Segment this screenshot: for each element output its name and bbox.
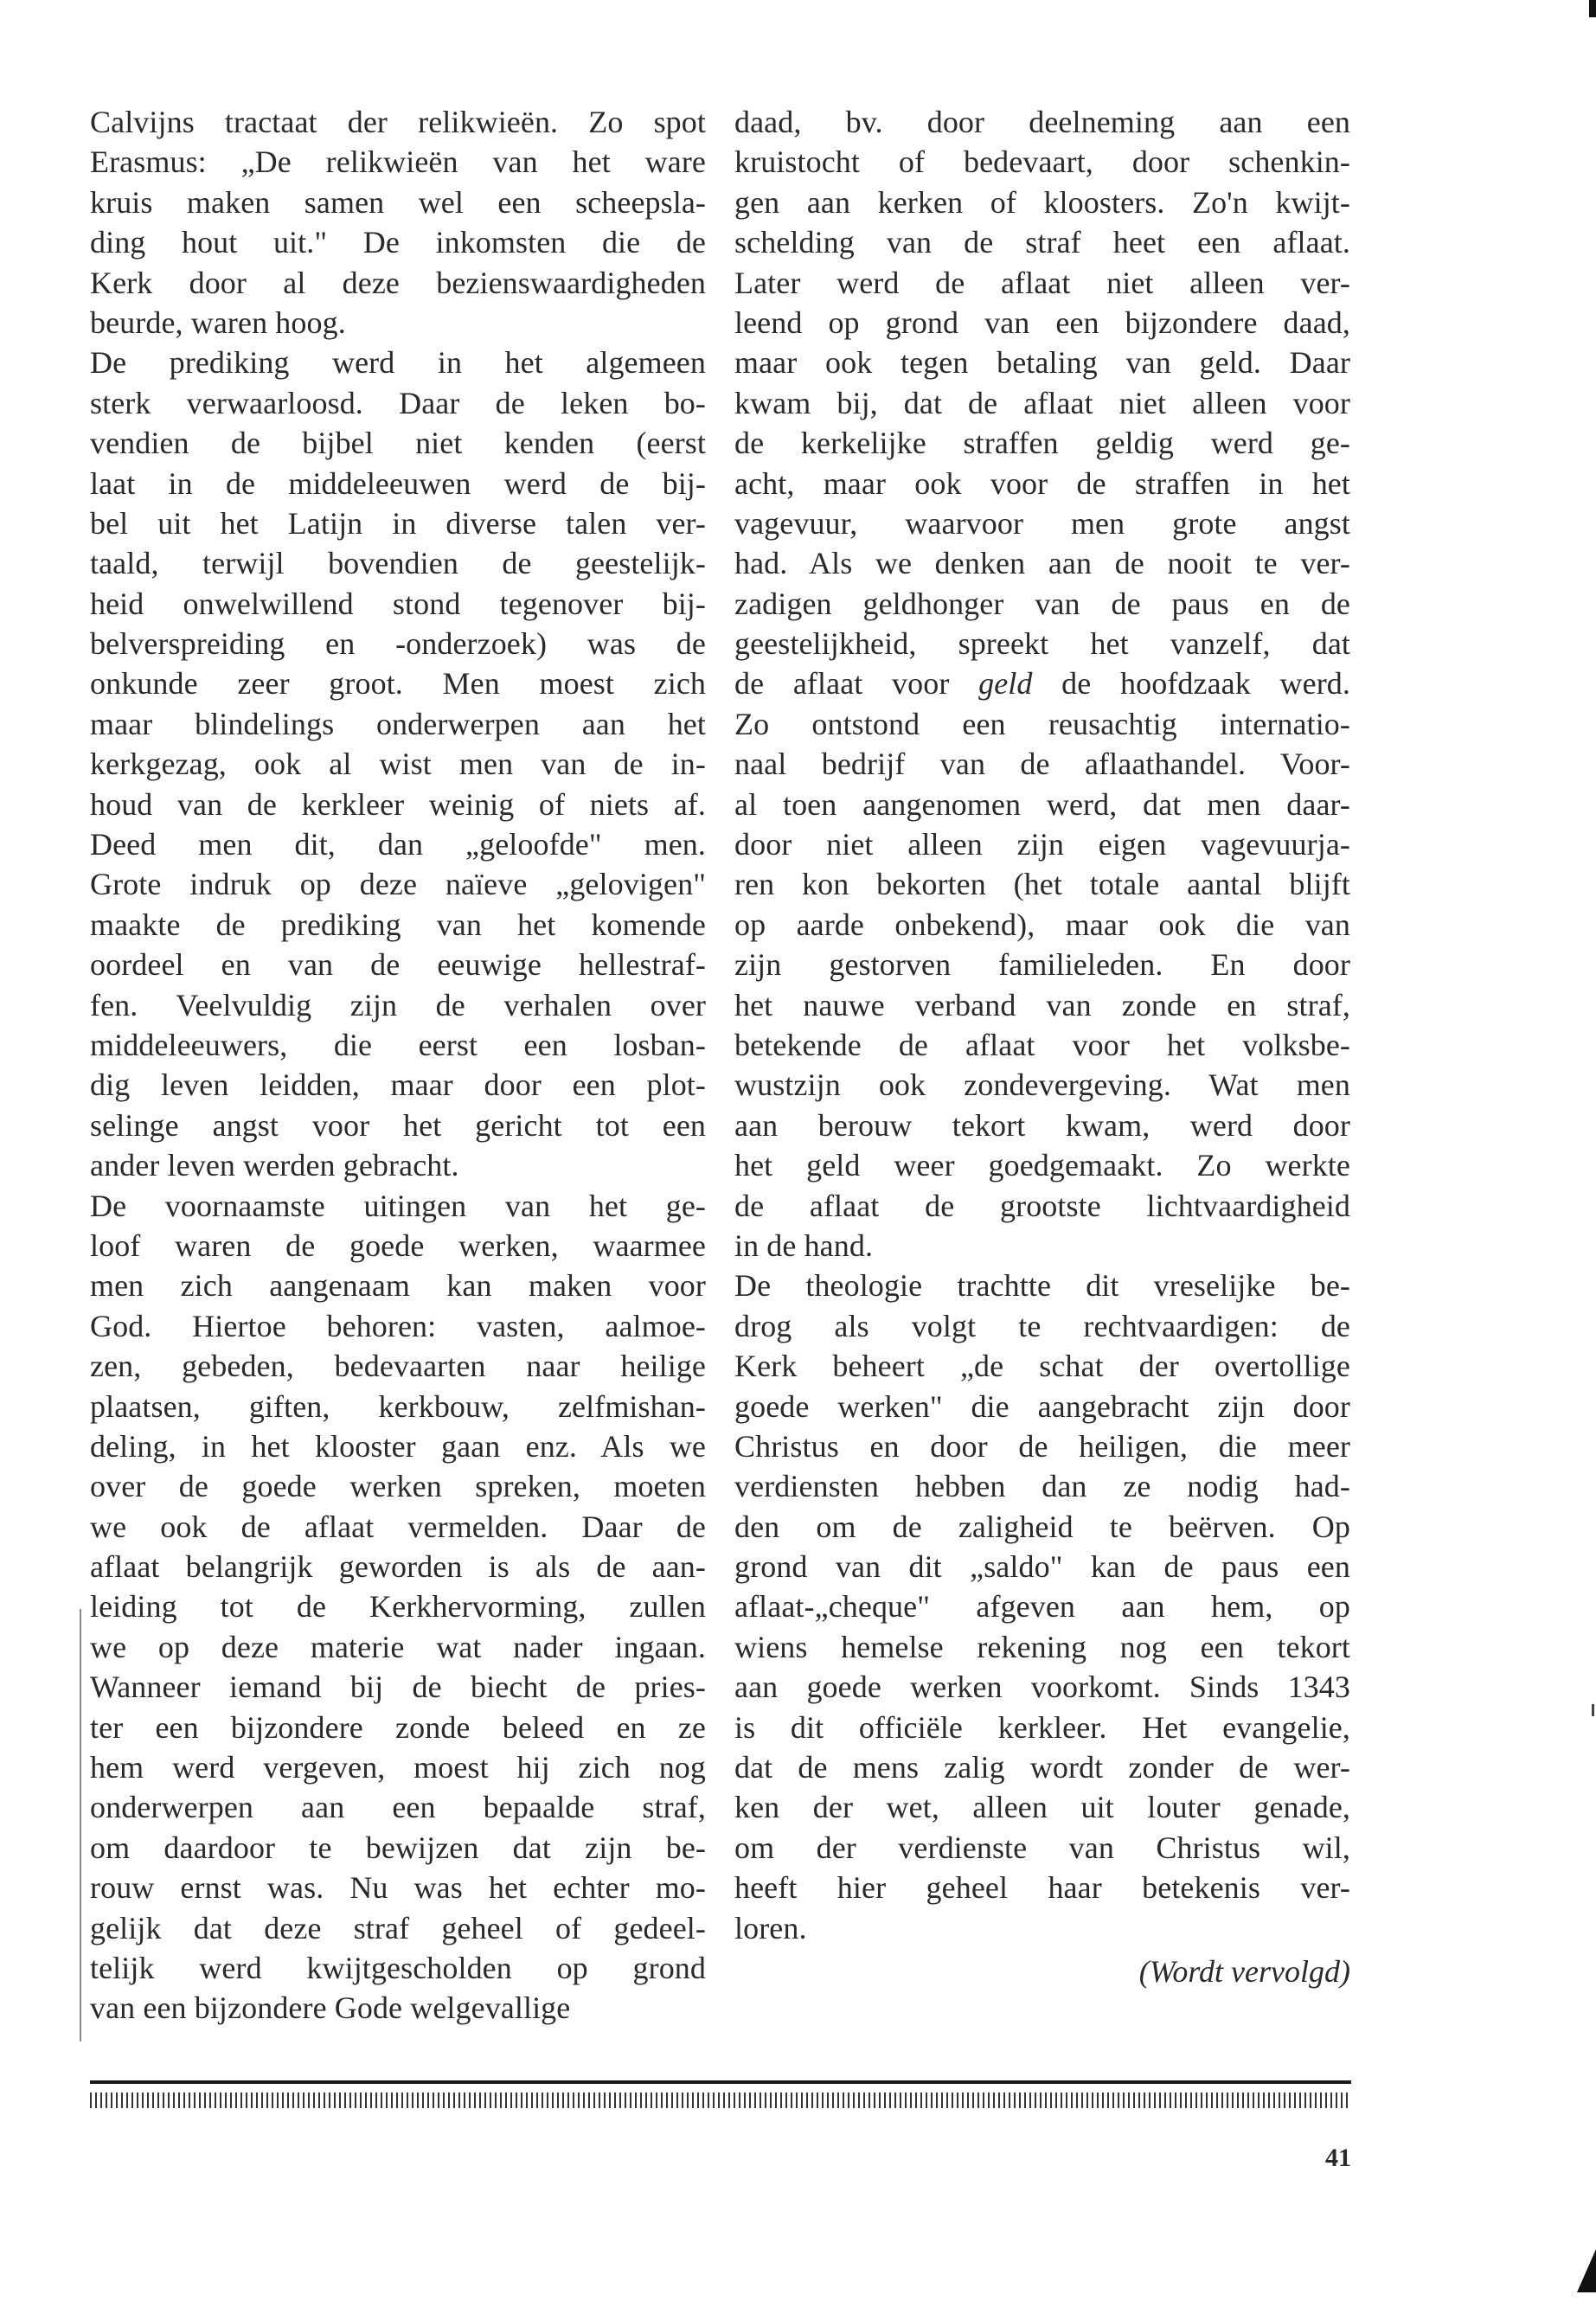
text-line: grond van dit „saldo" kan de paus een: [734, 1549, 1350, 1585]
text-line: vendien de bijbel niet kenden (eerst: [90, 426, 706, 461]
text-line: heeft hier geheel haar betekenis ver-: [734, 1870, 1350, 1906]
text-line: aflaat belangrijk geworden is als de aan-: [90, 1549, 706, 1585]
text-line: acht, maar ook voor de straffen in het: [734, 465, 1350, 501]
text-line: al toen aangenomen werd, dat men daar-: [734, 786, 1350, 822]
text-line: door niet alleen zijn eigen vagevuurja-: [734, 827, 1350, 862]
text-line: leend op grond van een bijzondere daad,: [734, 304, 1350, 340]
text-line: Christus en door de heiligen, die meer: [734, 1428, 1350, 1464]
footer-hatch-border: [90, 2093, 1351, 2108]
text-line: de kerkelijke straffen geldig werd ge-: [734, 426, 1350, 461]
text-line: Grote indruk op deze naïeve „gelovigen": [90, 867, 706, 902]
text-line: verdiensten hebben dan ze nodig had-: [734, 1469, 1350, 1504]
text-line: Zo ontstond een reusachtig internatio-: [734, 706, 1350, 741]
text-line: belverspreiding en -onderzoek) was de: [90, 626, 706, 662]
text-line: plaatsen, giften, kerkbouw, zelfmishan-: [90, 1388, 706, 1424]
margin-line: [80, 1609, 81, 2041]
text-line: sterk verwaarloosd. Daar de leken bo-: [90, 385, 706, 420]
text-line: op aarde onbekend), maar ook die van: [734, 907, 1350, 942]
text-line: we op deze materie wat nader ingaan.: [90, 1629, 706, 1664]
text-line: in de hand.: [734, 1227, 874, 1263]
text-line: wustzijn ook zondevergeving. Wat men: [734, 1067, 1350, 1103]
text-line: loof waren de goede werken, waarmee: [90, 1227, 706, 1263]
text-line: aan goede werken voorkomt. Sinds 1343: [734, 1670, 1350, 1705]
text-line: Calvijns tractaat der relikwieën. Zo spot: [90, 105, 706, 139]
text-line: Wanneer iemand bij de biecht de pries-: [90, 1670, 706, 1705]
text-line: selinge angst voor het gericht tot een: [90, 1107, 706, 1143]
text-line: geestelijkheid, spreekt het vanzelf, dat: [734, 626, 1350, 662]
text-line: Deed men dit, dan „geloofde" men.: [90, 827, 706, 862]
right-text-column: [734, 102, 1350, 1948]
text-line: Kerk door al deze bezienswaardigheden: [90, 265, 706, 300]
text-line: Kerk beheert „de schat der overtollige: [734, 1349, 1350, 1384]
text-line: vagevuur, waarvoor men grote angst: [734, 505, 1350, 541]
corner-mark: [1589, 0, 1596, 17]
text-line: gelijk dat deze straf geheel of gedeel-: [90, 1910, 706, 1945]
text-line: dig leven leidden, maar door een plot-: [90, 1067, 706, 1103]
left-text-column: [90, 102, 706, 2029]
text-line: Erasmus: „De relikwieën van het ware: [90, 144, 706, 180]
text-line: bel uit het Latijn in diverse talen ver-: [90, 505, 706, 541]
text-line: om daardoor te bewijzen dat zijn be-: [90, 1830, 706, 1865]
text-line: kerkgezag, ook al wist men van de in-: [90, 747, 706, 782]
text-line: hem werd vergeven, moest hij zich nog: [90, 1750, 706, 1785]
text-line: gen aan kerken of kloosters. Zo'n kwijt-: [734, 184, 1350, 220]
footer-rule: [90, 2080, 1351, 2084]
text-line: kruistocht of bedevaart, door schenkin-: [734, 144, 1350, 180]
emphasized-word: geld: [978, 666, 1033, 702]
text-line: ding hout uit." De inkomsten die de: [90, 225, 706, 260]
text-line: daad, bv. door deelneming aan een: [734, 105, 1350, 139]
text-line: God. Hiertoe behoren: vasten, aalmoe-: [90, 1308, 706, 1343]
text-line: wiens hemelse rekening nog een tekort: [734, 1629, 1350, 1664]
text-line: drog als volgt te rechtvaardigen: de: [734, 1308, 1350, 1343]
text-line: loren.: [734, 1910, 807, 1945]
text-line: oordeel en van de eeuwige hellestraf-: [90, 947, 706, 983]
text-line: taald, terwijl bovendien de geestelijk-: [90, 546, 706, 581]
text-line: De theologie trachtte dit vreselijke be-: [734, 1268, 1350, 1304]
text-line: maar ook tegen betaling van geld. Daar: [734, 345, 1350, 381]
text-line: zadigen geldhonger van de paus en de: [734, 586, 1350, 621]
text-line: kruis maken samen wel een scheepsla-: [90, 184, 706, 220]
text-line: om der verdienste van Christus wil,: [734, 1830, 1350, 1865]
text-line: had. Als we denken aan de nooit te ver-: [734, 546, 1350, 581]
text-line: zijn gestorven familieleden. En door: [734, 947, 1350, 983]
text-line: onderwerpen aan een bepaalde straf,: [90, 1790, 706, 1825]
text-line: rouw ernst was. Nu was het echter mo-: [90, 1870, 706, 1906]
text-line: middeleeuwers, die eerst een losban-: [90, 1027, 706, 1062]
text-line: ander leven werden gebracht.: [90, 1148, 459, 1183]
text-line: aan berouw tekort kwam, werd door: [734, 1107, 1350, 1143]
continued-note: (Wordt vervolgd): [1138, 1954, 1350, 1989]
text-line: het nauwe verband van zonde en straf,: [734, 987, 1350, 1022]
text-line: kwam bij, dat de aflaat niet alleen voor: [734, 385, 1350, 420]
text-line: van een bijzondere Gode welgevallige: [90, 1990, 571, 2026]
text-line: aflaat-„cheque" afgeven aan hem, op: [734, 1589, 1350, 1625]
text-line: men zich aangenaam kan maken voor: [90, 1268, 706, 1304]
text-line: naal bedrijf van de aflaathandel. Voor-: [734, 747, 1350, 782]
text-line: De voornaamste uitingen van het ge-: [90, 1188, 706, 1223]
text-line: we ook de aflaat vermelden. Daar de: [90, 1509, 706, 1544]
text-line: beurde, waren hoog.: [90, 304, 346, 340]
text-line: De prediking werd in het algemeen: [90, 345, 706, 381]
text-line: heid onwelwillend stond tegenover bij-: [90, 586, 706, 621]
scan-speck: [1592, 1704, 1594, 1716]
text-line: maar blindelings onderwerpen aan het: [90, 706, 706, 741]
text-line: maakte de prediking van het komende: [90, 907, 706, 942]
page-number: 41: [1325, 2144, 1351, 2172]
text-line: de aflaat de grootste lichtvaardigheid: [734, 1188, 1350, 1223]
text-line: de aflaat voor geld de hoofdzaak werd.: [734, 666, 1350, 702]
text-line: fen. Veelvuldig zijn de verhalen over: [90, 987, 706, 1022]
text-line: telijk werd kwijtgescholden op grond: [90, 1950, 706, 1985]
text-line: ren kon bekorten (het totale aantal blijft: [734, 867, 1350, 902]
text-line: Later werd de aflaat niet alleen ver-: [734, 265, 1350, 300]
text-line: over de goede werken spreken, moeten: [90, 1469, 706, 1504]
text-line: zen, gebeden, bedevaarten naar heilige: [90, 1349, 706, 1384]
text-line: betekende de aflaat voor het volksbe-: [734, 1027, 1350, 1062]
text-line: goede werken" die aangebracht zijn door: [734, 1388, 1350, 1424]
text-line: onkunde zeer groot. Men moest zich: [90, 666, 706, 702]
text-line: is dit officiële kerkleer. Het evangelie,: [734, 1709, 1350, 1745]
text-line: het geld weer goedgemaakt. Zo werkte: [734, 1148, 1350, 1183]
corner-mark: [1577, 2249, 1596, 2292]
text-line: deling, in het klooster gaan enz. Als we: [90, 1428, 706, 1464]
text-line: dat de mens zalig wordt zonder de wer-: [734, 1750, 1350, 1785]
text-line: houd van de kerkleer weinig of niets af.: [90, 786, 706, 822]
text-line: ken der wet, alleen uit louter genade,: [734, 1790, 1350, 1825]
text-line: ter een bijzondere zonde beleed en ze: [90, 1709, 706, 1745]
text-line: laat in de middeleeuwen werd de bij-: [90, 465, 706, 501]
text-line: schelding van de straf heet een aflaat.: [734, 225, 1350, 260]
text-line: leiding tot de Kerkhervorming, zullen: [90, 1589, 706, 1625]
text-line: den om de zaligheid te beërven. Op: [734, 1509, 1350, 1544]
